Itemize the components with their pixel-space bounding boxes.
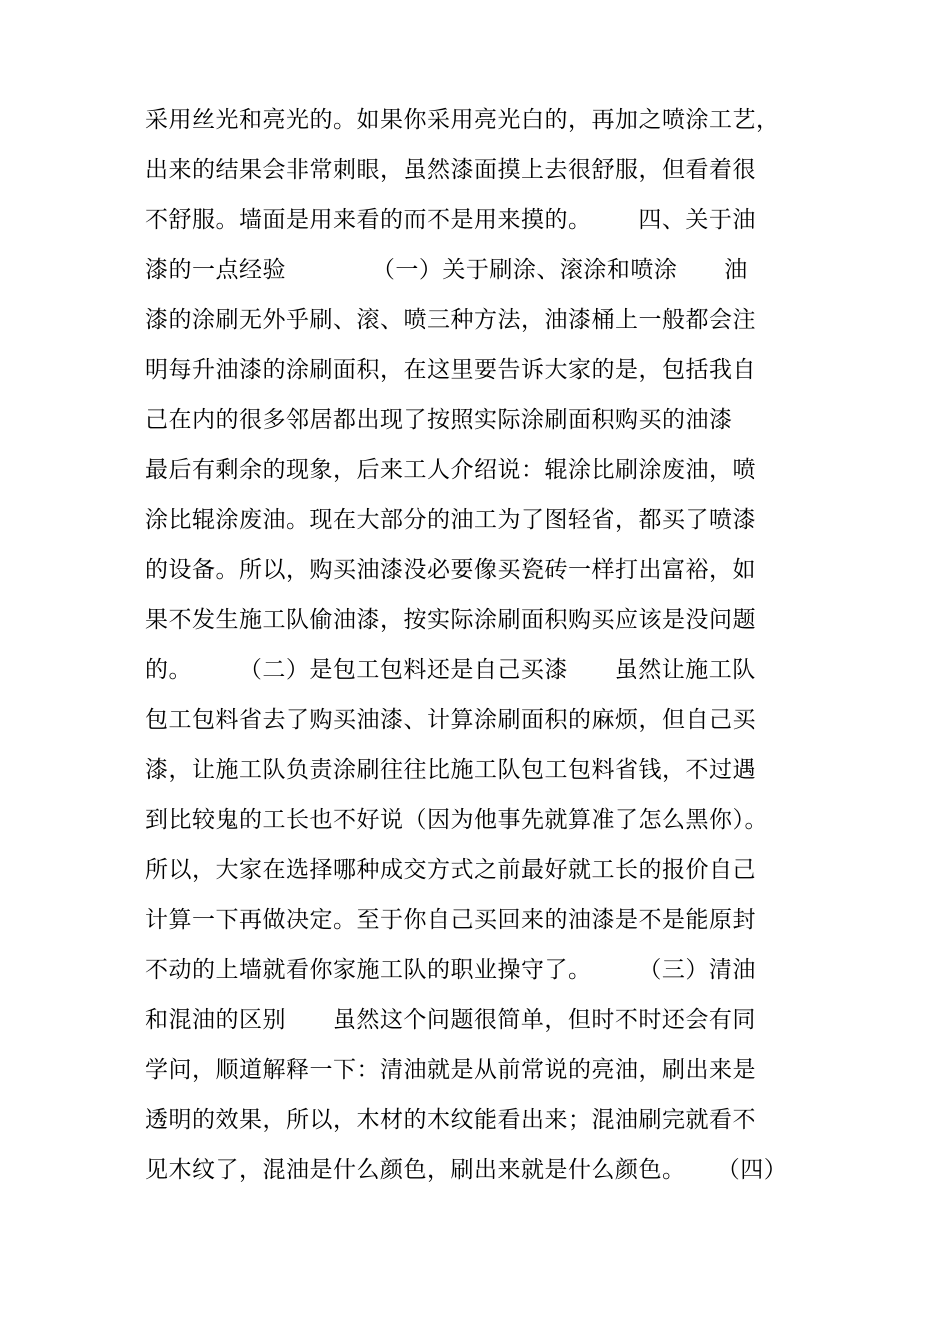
text-line: 出来的结果会非常刺眼，虽然漆面摸上去很舒服，但看着很 — [145, 157, 756, 183]
text-line: 果不发生施工队偷油漆，按实际涂刷面积购买应该是没问题 — [145, 607, 756, 633]
text-line: 己在内的很多邻居都出现了按照实际涂刷面积购买的油漆 — [145, 407, 733, 433]
body-text — [145, 95, 825, 1195]
text-line: 和混油的区别 虽然这个问题很简单，但时不时还会有同 — [145, 1007, 756, 1033]
text-line: 包工包料省去了购买油漆、计算涂刷面积的麻烦，但自己买 — [145, 707, 756, 733]
text-line: 涂比辊涂废油。现在大部分的油工为了图轻省，都买了喷漆 — [145, 507, 756, 533]
text-line: 明每升油漆的涂刷面积，在这里要告诉大家的是，包括我自 — [145, 357, 756, 383]
text-line: 漆的一点经验 （一）关于刷涂、滚涂和喷涂 油 — [145, 257, 748, 283]
text-line: 最后有剩余的现象，后来工人介绍说：辊涂比刷涂废油，喷 — [145, 457, 756, 483]
text-line: 计算一下再做决定。至于你自己买回来的油漆是不是能原封 — [145, 907, 756, 933]
text-line: 漆的涂刷无外乎刷、滚、喷三种方法，油漆桶上一般都会注 — [145, 307, 756, 333]
text-line: 的设备。所以，购买油漆没必要像买瓷砖一样打出富裕，如 — [145, 557, 756, 583]
text-line: 的。 （二）是包工包料还是自己买漆 虽然让施工队 — [145, 657, 756, 683]
text-line: 透明的效果，所以，木材的木纹能看出来；混油刷完就看不 — [145, 1107, 756, 1133]
text-line: 漆，让施工队负责涂刷往往比施工队包工包料省钱，不过遇 — [145, 757, 756, 783]
text-line: 到比较鬼的工长也不好说（因为他事先就算准了怎么黑你）。 — [145, 807, 768, 833]
text-line: 不舒服。墙面是用来看的而不是用来摸的。 四、关于油 — [145, 207, 756, 233]
text-line: 见木纹了，混油是什么颜色，刷出来就是什么颜色。 （四） — [145, 1157, 788, 1183]
text-line: 采用丝光和亮光的。如果你采用亮光白的，再加之喷涂工艺， — [145, 107, 780, 133]
text-line: 学问，顺道解释一下：清油就是从前常说的亮油，刷出来是 — [145, 1057, 756, 1083]
text-line: 所以，大家在选择哪种成交方式之前最好就工长的报价自己 — [145, 857, 756, 883]
text-line: 不动的上墙就看你家施工队的职业操守了。 （三）清油 — [145, 957, 756, 983]
